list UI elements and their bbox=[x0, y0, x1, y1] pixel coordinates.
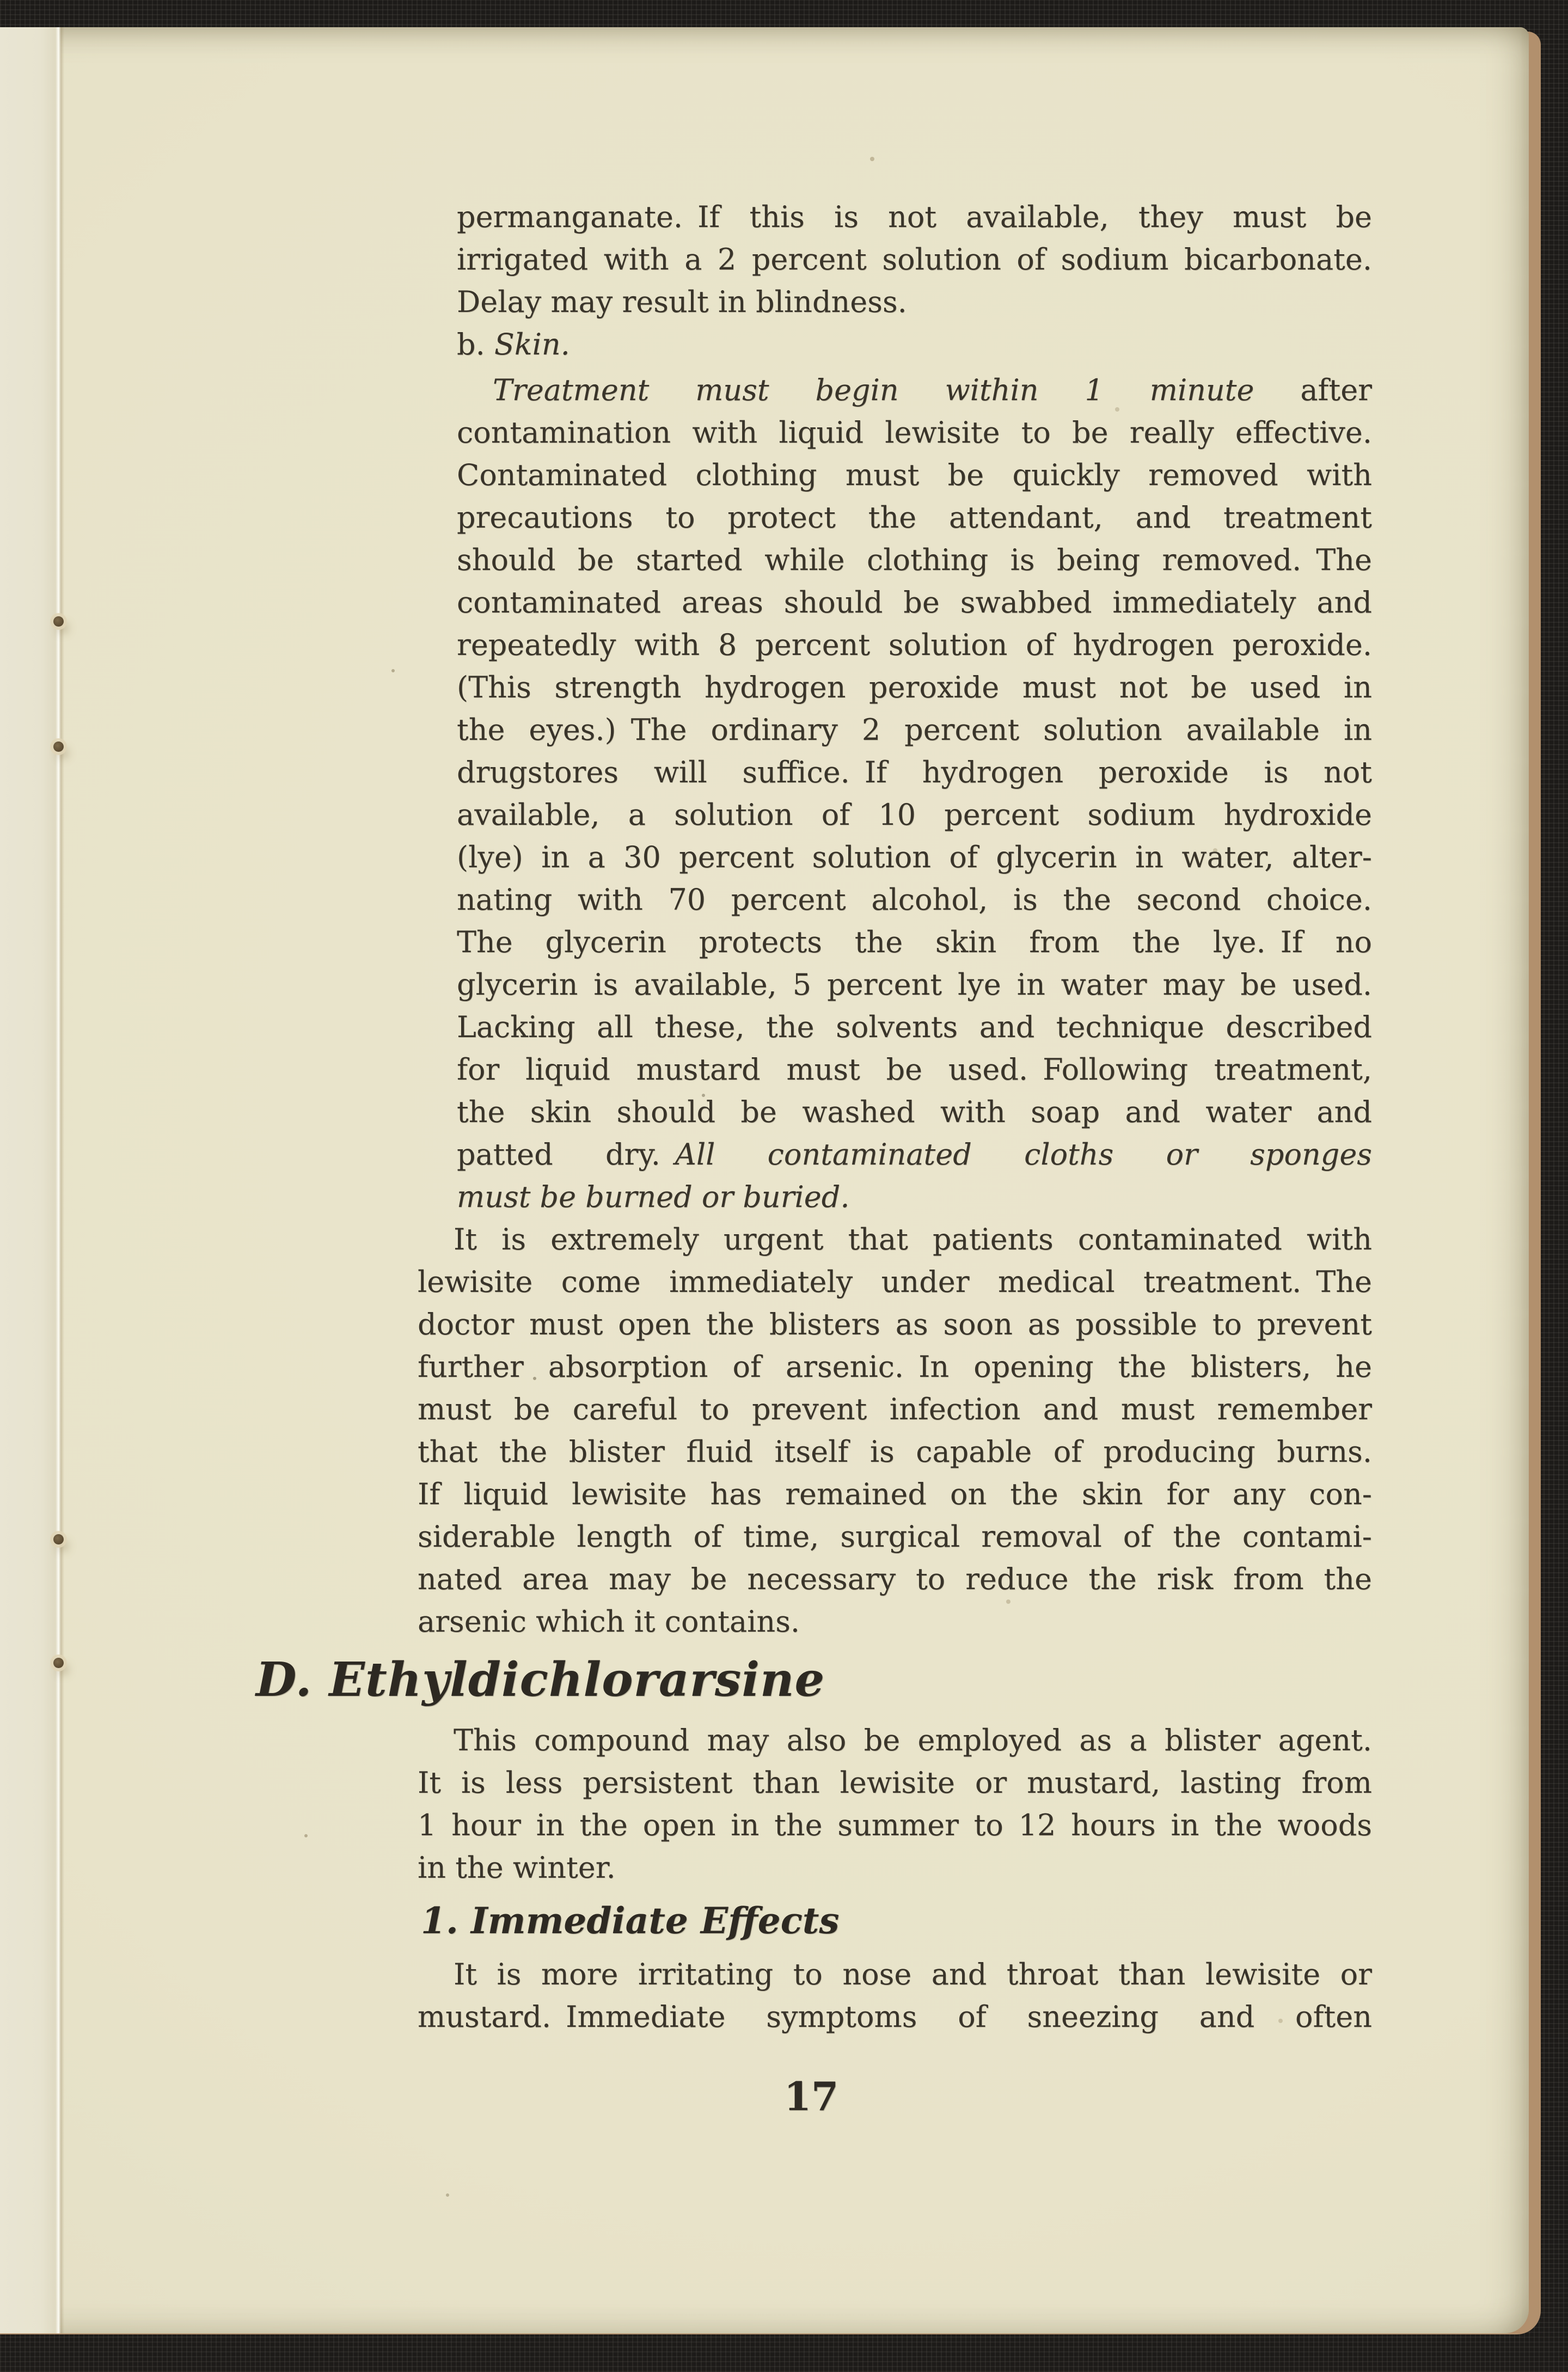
body-text: further absorption of arsenic. In opening the blisters, he bbox=[418, 1350, 1372, 1384]
text-line bbox=[457, 581, 1372, 624]
text-line bbox=[418, 1388, 1372, 1431]
text-line bbox=[457, 497, 1372, 539]
text-line bbox=[418, 1218, 1372, 1261]
text-line bbox=[418, 1516, 1372, 1558]
text-line bbox=[418, 1804, 1372, 1847]
body-text: for liquid mustard must be used. Following treatment, bbox=[457, 1052, 1372, 1087]
text-line bbox=[418, 1953, 1372, 1996]
text-line bbox=[457, 281, 1372, 323]
body-text: available, a solution of 10 percent sodium hydroxide bbox=[457, 798, 1372, 832]
text-line bbox=[457, 666, 1372, 709]
text-line bbox=[457, 879, 1372, 921]
text-line bbox=[457, 1176, 1372, 1218]
body-text: b. bbox=[457, 327, 494, 361]
body-text: This compound may also be employed as a blister agent. bbox=[454, 1723, 1372, 1757]
body-text: must be careful to prevent infection and must remember bbox=[418, 1392, 1372, 1426]
block-e bbox=[418, 1953, 1372, 2038]
body-text: It is less persistent than lewisite or mustard, lasting from bbox=[418, 1766, 1372, 1800]
body-text: contamination with liquid lewisite to be really effective. bbox=[457, 415, 1372, 450]
body-text: contaminated areas should be swabbed immediately and bbox=[457, 585, 1372, 620]
body-text: after bbox=[1254, 373, 1372, 407]
text-line bbox=[457, 238, 1372, 281]
body-text: siderable length of time, surgical removal of the contami- bbox=[418, 1519, 1372, 1554]
body-text: that the blister fluid itself is capable of producing burns. bbox=[418, 1435, 1372, 1469]
page-number: 17 bbox=[783, 2073, 839, 2119]
body-text: 1 hour in the open in the summer to 12 hours in the woods bbox=[418, 1808, 1372, 1842]
text-line bbox=[457, 454, 1372, 497]
body-text: the eyes.) The ordinary 2 percent solution available in bbox=[457, 713, 1372, 747]
body-text: arsenic which it contains. bbox=[418, 1604, 800, 1639]
text-line bbox=[418, 1996, 1372, 2038]
text-line bbox=[457, 1133, 1372, 1176]
body-text: It is more irritating to nose and throat than lewisite or bbox=[454, 1957, 1372, 1991]
block-b bbox=[457, 369, 1372, 1218]
body-text: If liquid lewisite has remained on the skin for any con- bbox=[418, 1477, 1372, 1511]
body-text: nating with 70 percent alcohol, is the second choice. bbox=[457, 882, 1372, 917]
body-text: in the winter. bbox=[418, 1850, 616, 1885]
text-line bbox=[457, 921, 1372, 964]
text-line bbox=[457, 1091, 1372, 1133]
text-line bbox=[418, 1346, 1372, 1388]
text-line bbox=[457, 1049, 1372, 1091]
text-line bbox=[457, 196, 1372, 238]
text-line bbox=[457, 539, 1372, 581]
body-text: nated area may be necessary to reduce the risk from the bbox=[418, 1562, 1372, 1596]
body-text: precautions to protect the attendant, and treatment bbox=[457, 500, 1372, 535]
text-line bbox=[457, 369, 1372, 412]
body-text: Contaminated clothing must be quickly removed with bbox=[457, 458, 1372, 492]
body-text: the skin should be washed with soap and water and bbox=[457, 1095, 1372, 1129]
text-line bbox=[418, 1431, 1372, 1473]
italic-text: Skin. bbox=[494, 327, 570, 361]
text-line bbox=[457, 323, 1372, 366]
body-text: The glycerin protects the skin from the lye. If no bbox=[457, 925, 1372, 959]
text-line bbox=[457, 964, 1372, 1006]
text-line bbox=[418, 1847, 1372, 1889]
block-sub: 1. Immediate Effects bbox=[421, 1899, 840, 1942]
text-line bbox=[457, 1006, 1372, 1049]
text-line bbox=[457, 412, 1372, 454]
body-text: glycerin is available, 5 percent lye in water may be used. bbox=[457, 967, 1372, 1002]
block-d bbox=[418, 1719, 1372, 1889]
text-line bbox=[457, 836, 1372, 879]
body-text: irrigated with a 2 percent solution of sodium bicarbonate. bbox=[457, 242, 1372, 277]
italic-text: Treatment must begin within 1 minute bbox=[493, 373, 1254, 407]
body-text: It is extremely urgent that patients contaminated with bbox=[454, 1222, 1372, 1257]
italic-text: All contaminated cloths or sponges bbox=[675, 1137, 1372, 1172]
body-text: permanganate. If this is not available, they must be bbox=[457, 200, 1372, 234]
text-line bbox=[418, 1558, 1372, 1601]
text-line bbox=[457, 709, 1372, 751]
block-a bbox=[457, 196, 1372, 366]
italic-text: must be burned or buried. bbox=[457, 1180, 850, 1214]
body-text: drugstores will suffice. If hydrogen peroxide is not bbox=[457, 755, 1372, 789]
text-line bbox=[418, 1601, 1372, 1643]
text-line bbox=[418, 1303, 1372, 1346]
text-line bbox=[418, 1261, 1372, 1303]
text-line bbox=[418, 1473, 1372, 1516]
body-text: Lacking all these, the solvents and technique described bbox=[457, 1010, 1372, 1044]
body-text: mustard. Immediate symptoms of sneezing and often bbox=[418, 2000, 1372, 2034]
text-line bbox=[418, 1719, 1372, 1762]
body-text: lewisite come immediately under medical treatment. The bbox=[418, 1265, 1372, 1299]
text-line bbox=[457, 751, 1372, 794]
text-line bbox=[457, 624, 1372, 666]
body-text: (lye) in a 30 percent solution of glycerin in water, alter- bbox=[457, 840, 1372, 874]
body-text: should be started while clothing is being removed. The bbox=[457, 543, 1372, 577]
text-line bbox=[457, 794, 1372, 836]
body-text: patted dry. bbox=[457, 1137, 675, 1172]
body-text: (This strength hydrogen peroxide must not be used in bbox=[457, 670, 1372, 704]
block-heading: D. Ethyldichlorarsine bbox=[256, 1652, 825, 1707]
body-text: Delay may result in blindness. bbox=[457, 285, 907, 319]
block-c bbox=[418, 1218, 1372, 1643]
text-line bbox=[418, 1762, 1372, 1804]
body-text: doctor must open the blisters as soon as possible to prevent bbox=[418, 1307, 1372, 1341]
body-text: repeatedly with 8 percent solution of hydrogen peroxide. bbox=[457, 628, 1372, 662]
